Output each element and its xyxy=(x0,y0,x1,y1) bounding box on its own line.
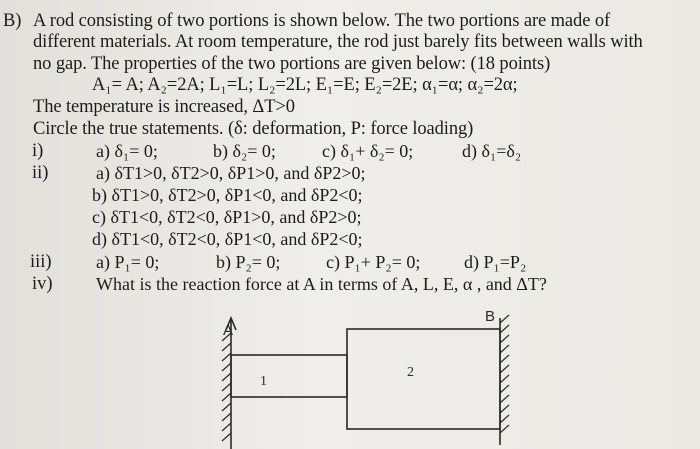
label-a: A xyxy=(223,322,234,339)
item-iv-marker: iv) xyxy=(32,274,53,294)
question-label: B) xyxy=(3,11,22,31)
intro-line-2: different materials. At room temperature, the rod just barely fits between walls with xyxy=(33,32,643,52)
rod-portion-2 xyxy=(347,329,500,429)
item-iv-question: What is the reaction force at A in terms of A, L, E, α , and ΔT? xyxy=(96,274,547,294)
item-iii-option-b[interactable]: b) P₂= 0; xyxy=(216,252,281,272)
temperature-line: The temperature is increased, ΔT>0 xyxy=(33,97,295,117)
item-i-marker: i) xyxy=(32,141,44,161)
item-i-option-c[interactable]: c) δ₁+ δ₂= 0; xyxy=(322,141,414,161)
rod-portion-1 xyxy=(231,355,347,397)
properties-line: A₁= A; A₂=2A; L₁=L; L₂=2L; E₁=E; E₂=2E; α₁=α; α₂=2α; xyxy=(92,75,518,95)
item-i-option-b[interactable]: b) δ₂= 0; xyxy=(213,141,276,161)
item-i-option-d[interactable]: d) δ₁=δ₂ xyxy=(462,141,522,161)
left-wall-hatching xyxy=(222,333,231,441)
intro-line-1: A rod consisting of two portions is shown below. The two portions are made of xyxy=(33,11,611,31)
item-ii-option-d[interactable]: d) δT1<0, δT2<0, δP1<0, and δP2<0; xyxy=(92,229,363,249)
item-iii-marker: iii) xyxy=(30,252,52,272)
intro-line-3: no gap. The properties of the two portions are given below: (18 points) xyxy=(33,54,551,74)
item-iii-option-c[interactable]: c) P₁+ P₂= 0; xyxy=(326,252,421,272)
item-iii-option-a[interactable]: a) P₁= 0; xyxy=(96,252,160,272)
item-iii-option-d[interactable]: d) P₁=P₂ xyxy=(464,252,527,272)
item-ii-option-c[interactable]: c) δT1<0, δT2<0, δP1>0, and δP2>0; xyxy=(92,207,362,227)
right-wall-hatching xyxy=(500,315,509,433)
portion-2-label: 2 xyxy=(407,365,414,380)
item-ii-marker: ii) xyxy=(32,163,49,183)
item-ii-option-a[interactable]: a) δT1>0, δT2>0, δP1>0, and δP2>0; xyxy=(96,163,366,183)
item-i-option-a[interactable]: a) δ₁= 0; xyxy=(96,141,158,161)
item-ii-option-b[interactable]: b) δT1>0, δT2>0, δP1<0, and δP2<0; xyxy=(92,185,363,205)
label-b: B xyxy=(485,308,496,325)
instruction-line: Circle the true statements. (δ: deformation, P: force loading) xyxy=(33,119,474,139)
portion-1-label: 1 xyxy=(260,374,267,389)
